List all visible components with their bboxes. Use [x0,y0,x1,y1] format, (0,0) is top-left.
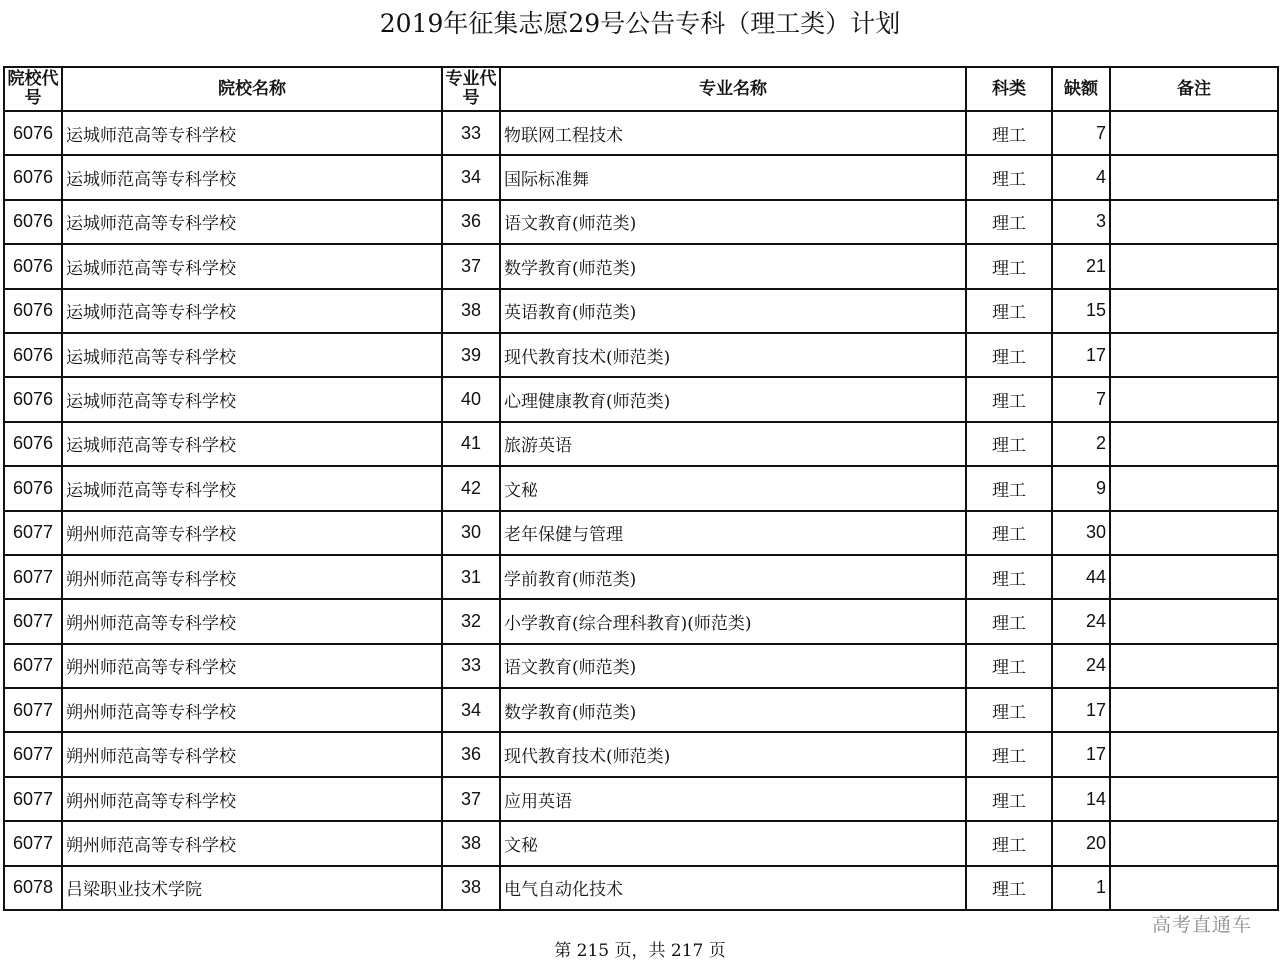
cell-category: 理工 [966,511,1052,555]
cell-vacancies: 9 [1052,466,1110,510]
cell-notes [1110,732,1278,776]
cell-major-name: 文秘 [500,821,966,865]
cell-notes [1110,200,1278,244]
table-row [4,599,1278,643]
cell-major-code: 36 [442,200,500,244]
cell-major-name: 数学教育(师范类) [500,244,966,288]
cell-major-name: 应用英语 [500,777,966,821]
cell-school-code: 6076 [4,244,62,288]
cell-major-code: 40 [442,377,500,421]
cell-school-code: 6077 [4,511,62,555]
cell-notes [1110,377,1278,421]
cell-vacancies: 1 [1052,866,1110,910]
cell-school-code: 6076 [4,200,62,244]
cell-notes [1110,111,1278,155]
table-row [4,555,1278,599]
cell-category: 理工 [966,289,1052,333]
cell-school-code: 6076 [4,466,62,510]
cell-category: 理工 [966,821,1052,865]
table-body [4,111,1278,910]
cell-major-name: 语文教育(师范类) [500,200,966,244]
cell-category: 理工 [966,555,1052,599]
cell-notes [1110,511,1278,555]
cell-school-code: 6076 [4,377,62,421]
cell-school-name: 朔州师范高等专科学校 [62,688,442,732]
cell-notes [1110,422,1278,466]
cell-major-code: 38 [442,821,500,865]
cell-major-code: 31 [442,555,500,599]
cell-school-name: 朔州师范高等专科学校 [62,821,442,865]
page-footer: 第 215 页，共 217 页 [554,941,726,961]
cell-school-name: 朔州师范高等专科学校 [62,511,442,555]
cell-school-name: 朔州师范高等专科学校 [62,644,442,688]
page-title: 2019年征集志愿29号公告专科（理工类）计划 [379,9,901,38]
cell-school-code: 6078 [4,866,62,910]
cell-vacancies: 17 [1052,333,1110,377]
table-row [4,333,1278,377]
cell-notes [1110,466,1278,510]
cell-school-code: 6077 [4,599,62,643]
table-row [4,732,1278,776]
cell-school-code: 6077 [4,777,62,821]
cell-school-code: 6077 [4,732,62,776]
cell-notes [1110,599,1278,643]
cell-category: 理工 [966,866,1052,910]
cell-school-name: 运城师范高等专科学校 [62,111,442,155]
cell-category: 理工 [966,155,1052,199]
table-row [4,244,1278,288]
cell-category: 理工 [966,377,1052,421]
table-row [4,821,1278,865]
table-header [4,67,1278,111]
cell-school-code: 6076 [4,155,62,199]
cell-major-name: 文秘 [500,466,966,510]
cell-vacancies: 7 [1052,377,1110,421]
header-school-code: 院校代号 [4,67,62,111]
cell-vacancies: 17 [1052,732,1110,776]
cell-vacancies: 30 [1052,511,1110,555]
cell-major-code: 30 [442,511,500,555]
cell-vacancies: 24 [1052,599,1110,643]
cell-vacancies: 24 [1052,644,1110,688]
header-vacancies: 缺额 [1052,67,1110,111]
cell-school-name: 运城师范高等专科学校 [62,333,442,377]
cell-vacancies: 15 [1052,289,1110,333]
cell-major-name: 语文教育(师范类) [500,644,966,688]
cell-major-name: 数学教育(师范类) [500,688,966,732]
cell-major-code: 39 [442,333,500,377]
cell-major-name: 心理健康教育(师范类) [500,377,966,421]
cell-major-name: 英语教育(师范类) [500,289,966,333]
cell-category: 理工 [966,644,1052,688]
table-row [4,111,1278,155]
cell-notes [1110,289,1278,333]
cell-major-name: 国际标准舞 [500,155,966,199]
cell-major-code: 37 [442,244,500,288]
cell-school-name: 朔州师范高等专科学校 [62,732,442,776]
cell-notes [1110,555,1278,599]
cell-vacancies: 7 [1052,111,1110,155]
cell-major-name: 现代教育技术(师范类) [500,732,966,776]
table-row [4,688,1278,732]
cell-notes [1110,777,1278,821]
cell-notes [1110,688,1278,732]
cell-vacancies: 20 [1052,821,1110,865]
cell-vacancies: 14 [1052,777,1110,821]
cell-notes [1110,244,1278,288]
cell-major-name: 物联网工程技术 [500,111,966,155]
cell-major-name: 现代教育技术(师范类) [500,333,966,377]
cell-school-name: 运城师范高等专科学校 [62,200,442,244]
header-school-name: 院校名称 [62,67,442,111]
cell-category: 理工 [966,333,1052,377]
table-row [4,644,1278,688]
cell-school-name: 朔州师范高等专科学校 [62,555,442,599]
cell-category: 理工 [966,732,1052,776]
cell-major-code: 33 [442,644,500,688]
cell-major-code: 36 [442,732,500,776]
cell-major-code: 34 [442,155,500,199]
cell-school-name: 运城师范高等专科学校 [62,377,442,421]
table-row [4,511,1278,555]
cell-school-code: 6076 [4,111,62,155]
cell-notes [1110,866,1278,910]
cell-school-name: 吕梁职业技术学院 [62,866,442,910]
cell-school-code: 6077 [4,555,62,599]
cell-school-name: 运城师范高等专科学校 [62,289,442,333]
cell-category: 理工 [966,599,1052,643]
cell-category: 理工 [966,466,1052,510]
cell-vacancies: 44 [1052,555,1110,599]
cell-school-code: 6076 [4,333,62,377]
header-category: 科类 [966,67,1052,111]
cell-notes [1110,644,1278,688]
cell-notes [1110,155,1278,199]
watermark-text: 高考直通车 [1151,914,1252,936]
cell-major-name: 学前教育(师范类) [500,555,966,599]
table-row [4,422,1278,466]
cell-school-code: 6076 [4,422,62,466]
cell-vacancies: 2 [1052,422,1110,466]
cell-category: 理工 [966,111,1052,155]
admission-plan-table [3,66,1279,911]
cell-major-name: 老年保健与管理 [500,511,966,555]
cell-notes [1110,333,1278,377]
cell-category: 理工 [966,777,1052,821]
cell-category: 理工 [966,244,1052,288]
cell-notes [1110,821,1278,865]
cell-school-name: 运城师范高等专科学校 [62,155,442,199]
header-notes: 备注 [1110,67,1278,111]
table-row [4,377,1278,421]
table-row [4,155,1278,199]
cell-category: 理工 [966,688,1052,732]
cell-school-name: 运城师范高等专科学校 [62,466,442,510]
table-row [4,466,1278,510]
cell-category: 理工 [966,422,1052,466]
cell-school-name: 运城师范高等专科学校 [62,422,442,466]
cell-major-code: 34 [442,688,500,732]
cell-school-name: 朔州师范高等专科学校 [62,777,442,821]
cell-vacancies: 17 [1052,688,1110,732]
header-major-name: 专业名称 [500,67,966,111]
table-row [4,866,1278,910]
cell-major-name: 旅游英语 [500,422,966,466]
table-row [4,777,1278,821]
cell-vacancies: 21 [1052,244,1110,288]
cell-vacancies: 3 [1052,200,1110,244]
cell-major-code: 38 [442,866,500,910]
cell-major-code: 37 [442,777,500,821]
cell-category: 理工 [966,200,1052,244]
cell-school-code: 6076 [4,289,62,333]
cell-school-code: 6077 [4,644,62,688]
cell-school-code: 6077 [4,821,62,865]
header-major-code: 专业代号 [442,67,500,111]
cell-vacancies: 4 [1052,155,1110,199]
cell-major-name: 小学教育(综合理科教育)(师范类) [500,599,966,643]
cell-school-name: 运城师范高等专科学校 [62,244,442,288]
cell-school-code: 6077 [4,688,62,732]
cell-major-code: 41 [442,422,500,466]
cell-major-code: 38 [442,289,500,333]
cell-major-code: 42 [442,466,500,510]
table-row [4,289,1278,333]
table-row [4,200,1278,244]
cell-major-code: 33 [442,111,500,155]
cell-major-name: 电气自动化技术 [500,866,966,910]
cell-school-name: 朔州师范高等专科学校 [62,599,442,643]
cell-major-code: 32 [442,599,500,643]
